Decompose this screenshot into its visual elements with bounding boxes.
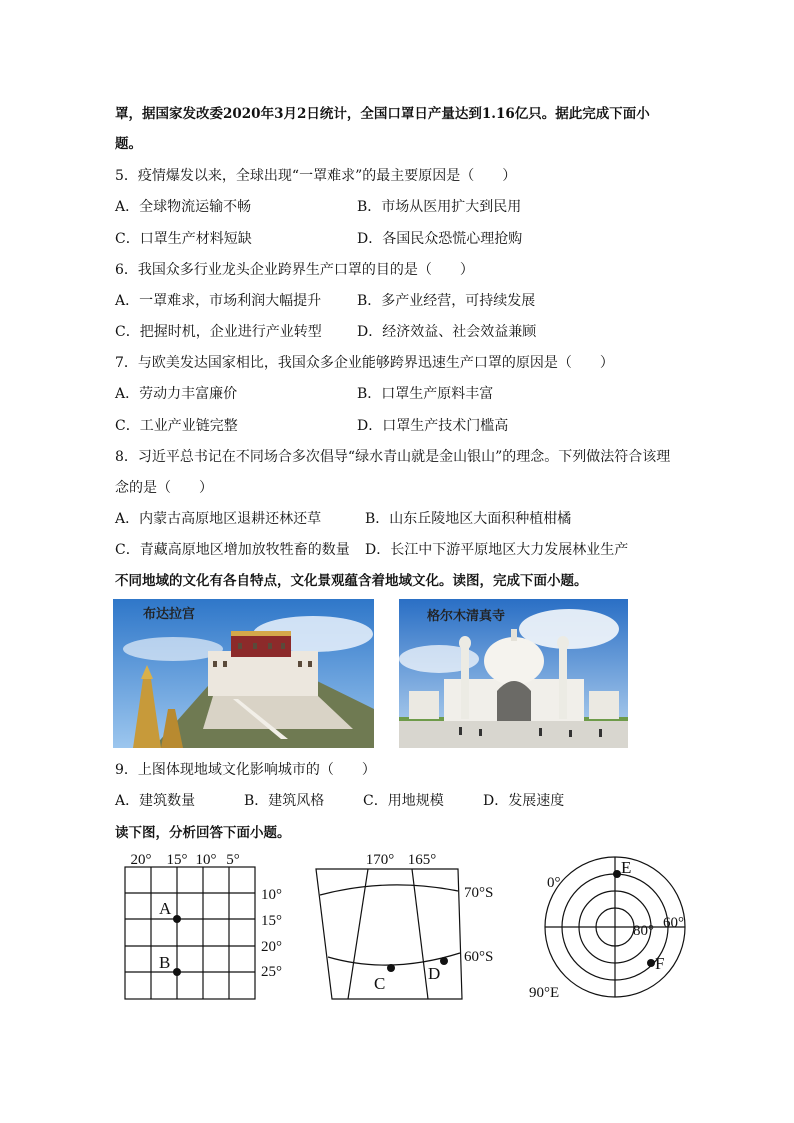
question-7-stem: 7．与欧美发达国家相比，我国众多企业能够跨界迅速生产口罩的原因是（ ） bbox=[115, 355, 614, 371]
question-9-stem: 9．上图体现地域文化影响城市的（ ） bbox=[115, 762, 376, 778]
point-c-label: C bbox=[374, 974, 386, 993]
map3-label-80: 80° bbox=[633, 923, 654, 939]
map2-lat-60s: 60°S bbox=[464, 949, 494, 965]
q7-option-a: A．劳动力丰富廉价 bbox=[115, 386, 238, 402]
map2-lon-170: 170° bbox=[365, 852, 395, 868]
q7-option-d: D．口罩生产技术门槛高 bbox=[357, 418, 509, 434]
q9-option-a: A．建筑数量 bbox=[115, 793, 196, 809]
golmud-caption: 格尔木清真寺 bbox=[427, 609, 506, 624]
point-b-marker bbox=[173, 968, 181, 976]
q6-option-d: D．经济效益、社会效益兼顾 bbox=[357, 324, 537, 340]
golmud-mosque-photo bbox=[399, 599, 628, 748]
intro-top-line1: 罩，据国家发改委2020年3月2日统计，全国口罩日产量达到1.16亿只。据此完成下面小 bbox=[115, 106, 650, 122]
map1-lon-5: 5° bbox=[226, 852, 240, 868]
map3-label-60: 60° bbox=[663, 915, 684, 931]
potala-palace-photo bbox=[113, 599, 374, 748]
q8-option-a: A．内蒙古高原地区退耕还林还草 bbox=[115, 511, 322, 527]
question-8-stem: 8．习近平总书记在不同场合多次倡导“绿水青山就是金山银山”的理念。下列做法符合该理 bbox=[115, 449, 671, 465]
map-polar-fan-figure bbox=[310, 847, 510, 1007]
potala-caption: 布达拉宫 bbox=[143, 607, 196, 622]
map-grid-figure bbox=[115, 847, 305, 1007]
q8-option-b: B．山东丘陵地区大面积种植柑橘 bbox=[365, 511, 572, 527]
point-a-label: A bbox=[159, 899, 172, 918]
map3-label-0: 0° bbox=[547, 875, 561, 891]
point-e-marker bbox=[613, 870, 621, 878]
q5-option-b: B．市场从医用扩大到民用 bbox=[357, 199, 522, 215]
map3-label-90e: 90°E bbox=[529, 985, 560, 1001]
map1-lat-15: 15° bbox=[261, 913, 282, 929]
point-e-label: E bbox=[621, 858, 632, 877]
map2-lat-70s: 70°S bbox=[464, 885, 494, 901]
map1-lat-10: 10° bbox=[261, 887, 282, 903]
q7-option-b: B．口罩生产原料丰富 bbox=[357, 386, 494, 402]
map1-lon-20: 20° bbox=[130, 852, 152, 868]
q5-option-c: C．口罩生产材料短缺 bbox=[115, 231, 252, 247]
point-d-label: D bbox=[428, 964, 441, 983]
map1-lat-20: 20° bbox=[261, 939, 282, 955]
point-a-marker bbox=[173, 915, 181, 923]
q9-option-c: C．用地规模 bbox=[363, 793, 444, 809]
q9-option-b: B．建筑风格 bbox=[244, 793, 325, 809]
q7-option-c: C．工业产业链完整 bbox=[115, 418, 238, 434]
map1-lon-15: 15° bbox=[166, 852, 188, 868]
intro-maps: 读下图，分析回答下面小题。 bbox=[115, 825, 291, 841]
q6-option-c: C．把握时机，企业进行产业转型 bbox=[115, 324, 322, 340]
question-5-stem: 5．疫情爆发以来，全球出现“一罩难求”的最主要原因是（ ） bbox=[115, 168, 517, 184]
map1-lon-10: 10° bbox=[195, 852, 217, 868]
question-6-stem: 6．我国众多行业龙头企业跨界生产口罩的目的是（ ） bbox=[115, 262, 474, 278]
q9-option-d: D．发展速度 bbox=[483, 793, 565, 809]
intro-culture: 不同地域的文化有各自特点，文化景观蕴含着地域文化。读图，完成下面小题。 bbox=[115, 573, 588, 589]
q6-option-b: B．多产业经营，可持续发展 bbox=[357, 293, 536, 309]
map1-lat-25: 25° bbox=[261, 964, 282, 980]
point-f-marker bbox=[647, 959, 655, 967]
map2-lon-165: 165° bbox=[407, 852, 437, 868]
q5-option-a: A．全球物流运输不畅 bbox=[115, 199, 252, 215]
point-b-label: B bbox=[159, 953, 171, 972]
point-d-marker bbox=[440, 957, 448, 965]
q6-option-a: A．一罩难求，市场利润大幅提升 bbox=[115, 293, 322, 309]
intro-top-line2: 题。 bbox=[115, 136, 142, 152]
map-polar-circle-figure bbox=[525, 847, 705, 1012]
point-c-marker bbox=[387, 964, 395, 972]
question-8-stem-cont: 念的是（ ） bbox=[115, 480, 213, 496]
point-f-label: F bbox=[655, 954, 665, 973]
q5-option-d: D．各国民众恐慌心理抢购 bbox=[357, 231, 523, 247]
q8-option-d: D．长江中下游平原地区大力发展林业生产 bbox=[365, 542, 629, 558]
q8-option-c: C．青藏高原地区增加放牧牲畜的数量 bbox=[115, 542, 350, 558]
